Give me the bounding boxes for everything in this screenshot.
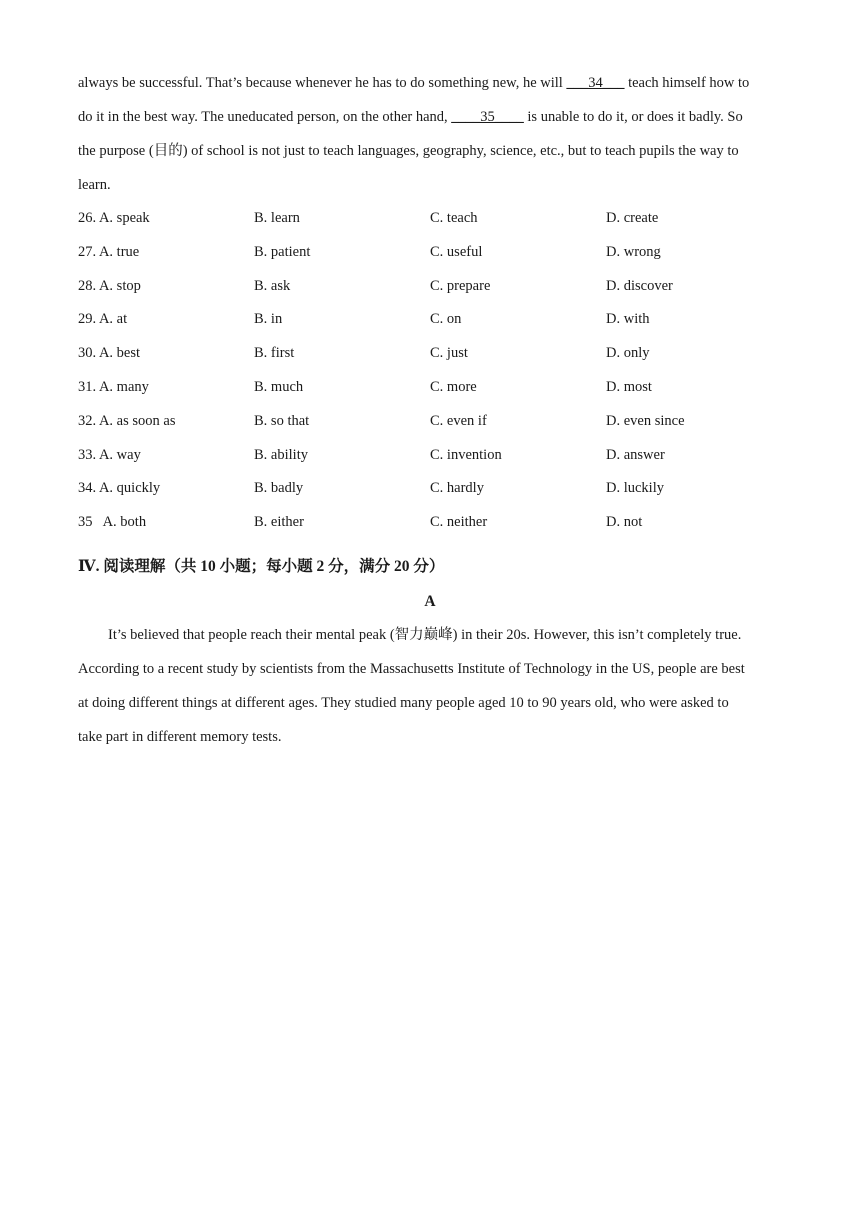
option-c: C. hardly	[430, 480, 484, 497]
option-a: 34. A. quickly	[78, 480, 161, 497]
question-30-options	[78, 337, 784, 371]
text-segment: is unable to do it, or does it badly. So	[523, 109, 743, 125]
text-line	[78, 100, 784, 134]
option-b: B. ability	[254, 446, 308, 463]
option-c: C. teach	[430, 210, 478, 226]
option-c: C. more	[430, 378, 477, 395]
text-line	[78, 66, 784, 100]
option-d: D. create	[606, 210, 659, 226]
option-d: D. only	[606, 345, 650, 362]
blank-34: ___34___	[566, 75, 625, 91]
option-c: C. just	[430, 345, 468, 362]
question-26-options	[78, 202, 784, 236]
option-d: D. not	[606, 514, 643, 531]
text-line: learn.	[78, 177, 111, 193]
option-d: D. answer	[606, 446, 665, 463]
option-a: 33. A. way	[78, 446, 141, 463]
option-c: C. invention	[430, 446, 502, 463]
option-b: B. in	[254, 311, 283, 328]
text-line: take part in different memory tests.	[78, 729, 282, 745]
option-a: 29. A. at	[78, 311, 128, 328]
text-segment: teach himself how to	[624, 75, 750, 91]
question-33-options	[78, 439, 784, 473]
text-line: the purpose (目的) of school is not just to teach languages, geography, science, etc., but to teach pupils the way to	[78, 143, 739, 159]
option-b: B. much	[254, 378, 304, 395]
text-line: at doing different things at different ages. They studied many people aged 10 to 90 years old, who were asked to	[78, 695, 729, 711]
section-heading: Ⅳ. 阅读理解（共 10 小题；每小题 2 分，满分 20 分）	[78, 558, 445, 575]
option-a: 32. A. as soon as	[78, 412, 176, 429]
option-a: 28. A. stop	[78, 277, 141, 294]
option-d: D. with	[606, 311, 650, 328]
question-32-options	[78, 405, 784, 439]
option-b: B. patient	[254, 243, 311, 260]
option-a: 26. A. speak	[78, 210, 150, 226]
option-c: C. even if	[430, 412, 487, 429]
option-a: 27. A. true	[78, 243, 140, 260]
option-a: 35 A. both	[78, 514, 147, 531]
question-31-options	[78, 371, 784, 405]
option-b: B. so that	[254, 412, 310, 429]
question-34-options	[78, 472, 784, 506]
option-b: B. badly	[254, 480, 304, 497]
question-28-options	[78, 270, 784, 304]
blank-35: ____35____	[451, 109, 524, 125]
option-a: 30. A. best	[78, 345, 141, 362]
option-d: D. luckily	[606, 480, 664, 497]
option-b: B. either	[254, 514, 304, 531]
option-a: 31. A. many	[78, 378, 149, 395]
option-d: D. even since	[606, 412, 685, 429]
option-b: B. learn	[254, 210, 300, 226]
reading-passage-a	[78, 618, 784, 754]
text-segment: always be successful. That’s because whenever he has to do something new, he will	[78, 75, 567, 91]
text-line: According to a recent study by scientists from the Massachusetts Institute of Technology in the US, people are best	[78, 661, 745, 677]
option-d: D. most	[606, 378, 652, 395]
question-29-options	[78, 303, 784, 337]
option-b: B. first	[254, 345, 295, 362]
text-line: It’s believed that people reach their mental peak (智力巅峰) in their 20s. However, this isn’t completely true.	[108, 627, 742, 643]
question-35-options	[78, 506, 784, 540]
question-27-options	[78, 236, 784, 270]
option-b: B. ask	[254, 277, 291, 294]
text-segment: do it in the best way. The uneducated person, on the other hand,	[78, 109, 452, 125]
option-d: D. discover	[606, 277, 673, 294]
answer-options-list	[78, 202, 784, 540]
option-c: C. prepare	[430, 277, 491, 294]
option-c: C. on	[430, 311, 462, 328]
passage-label: A	[424, 593, 436, 610]
option-c: C. useful	[430, 243, 483, 260]
option-d: D. wrong	[606, 243, 661, 260]
cloze-passage-ending	[78, 66, 784, 202]
option-c: C. neither	[430, 514, 488, 531]
